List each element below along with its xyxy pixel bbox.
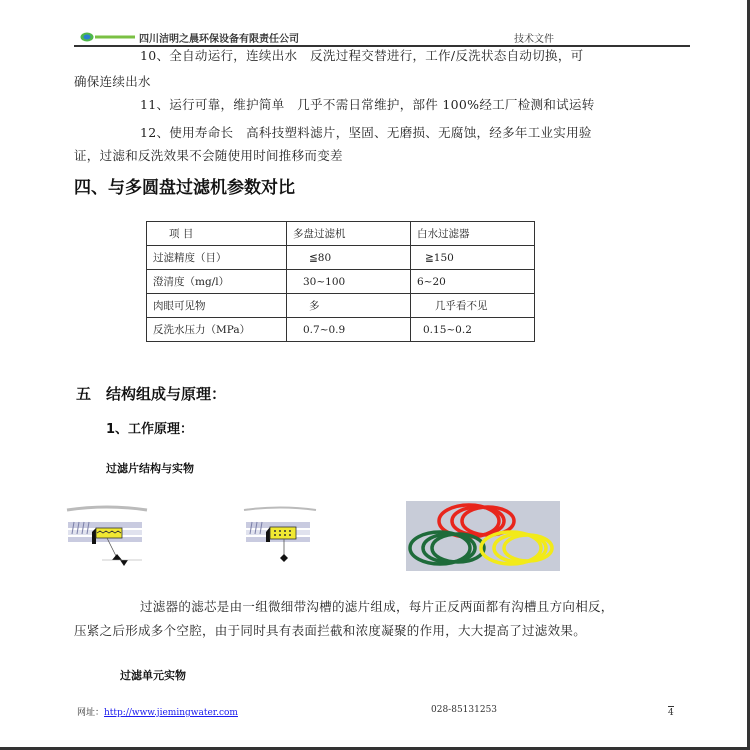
table-cell: 0.15~0.2 (411, 318, 535, 342)
section5-subtitle: 1、工作原理： (106, 422, 194, 437)
feature-10-line2: 确保连续出水 (74, 74, 151, 89)
table-header-cell: 多盘过滤机 (287, 222, 411, 246)
filter-description (74, 595, 694, 619)
filter-description-cont (74, 619, 694, 643)
comparison-table (146, 221, 535, 342)
feature-10-line1: 10、全自动运行，连续出水 反洗过程交替进行，工作/反洗状态自动切换，可 (140, 48, 584, 63)
table-cell: 肉眼可见物 (147, 294, 287, 318)
filter-structure-caption: 过滤片结构与实物 (106, 462, 194, 475)
section4-title: 四、与多圆盘过滤机参数对比 (74, 178, 295, 198)
table-cell: 0.7~0.9 (287, 318, 411, 342)
table-header-cell: 项 目 (147, 222, 287, 246)
table-header-row (147, 222, 535, 246)
filter-discs-photo (406, 501, 560, 571)
filter-description-line2: 压紧之后形成多个空腔，由于同时具有表面拦截和浓度凝聚的作用，大大提高了过滤效果。 (74, 623, 587, 638)
feature-11-line1: 11、运行可靠，维护简单 几乎不需日常维护，部件 100%经工厂检测和试运转 (140, 97, 595, 112)
filter-disc-diagram-2 (240, 500, 320, 570)
table-cell: 6~20 (411, 270, 535, 294)
filter-disc-diagram-1 (62, 500, 152, 570)
table-cell: 反洗水压力（MPa） (147, 318, 287, 342)
filter-unit-caption: 过滤单元实物 (120, 669, 186, 682)
feature-12-cont (74, 142, 694, 170)
table-cell: ≧150 (411, 246, 535, 270)
table-cell: 澄清度（mg/l） (147, 270, 287, 294)
feature-10 (74, 42, 694, 70)
table-row (147, 270, 535, 294)
footer-website (77, 705, 238, 718)
feature-12-line1: 12、使用寿命长 高科技塑料滤片，坚固、无磨损、无腐蚀，经多年工业实用验 (140, 125, 592, 140)
table-cell: 过滤精度（目） (147, 246, 287, 270)
table-cell: 多 (287, 294, 411, 318)
feature-12-line2: 证，过滤和反洗效果不会随使用时间推移而变差 (74, 148, 343, 163)
footer-phone: 028-85131253 (431, 705, 498, 715)
table-row (147, 246, 535, 270)
table-row (147, 318, 535, 342)
section5-title: 五 结构组成与原理： (76, 385, 227, 403)
table-cell: 30~100 (287, 270, 411, 294)
table-header-cell: 白水过滤器 (411, 222, 535, 246)
feature-11 (74, 91, 694, 119)
document-type: 技术文件 (514, 34, 554, 45)
website-link[interactable]: http://www.jiemingwater.com (104, 708, 238, 718)
filter-description-line1: 过滤器的滤芯是由一组微细带沟槽的滤片组成，每片正反两面都有沟槽且方向相反， (140, 599, 614, 614)
table-row (147, 294, 535, 318)
company-name: 四川洁明之晨环保设备有限责任公司 (139, 34, 299, 45)
table-cell: ≦80 (287, 246, 411, 270)
page-number: 4 (668, 708, 674, 718)
website-label: 网址： (77, 708, 105, 718)
table-cell: 几乎看不见 (411, 294, 535, 318)
